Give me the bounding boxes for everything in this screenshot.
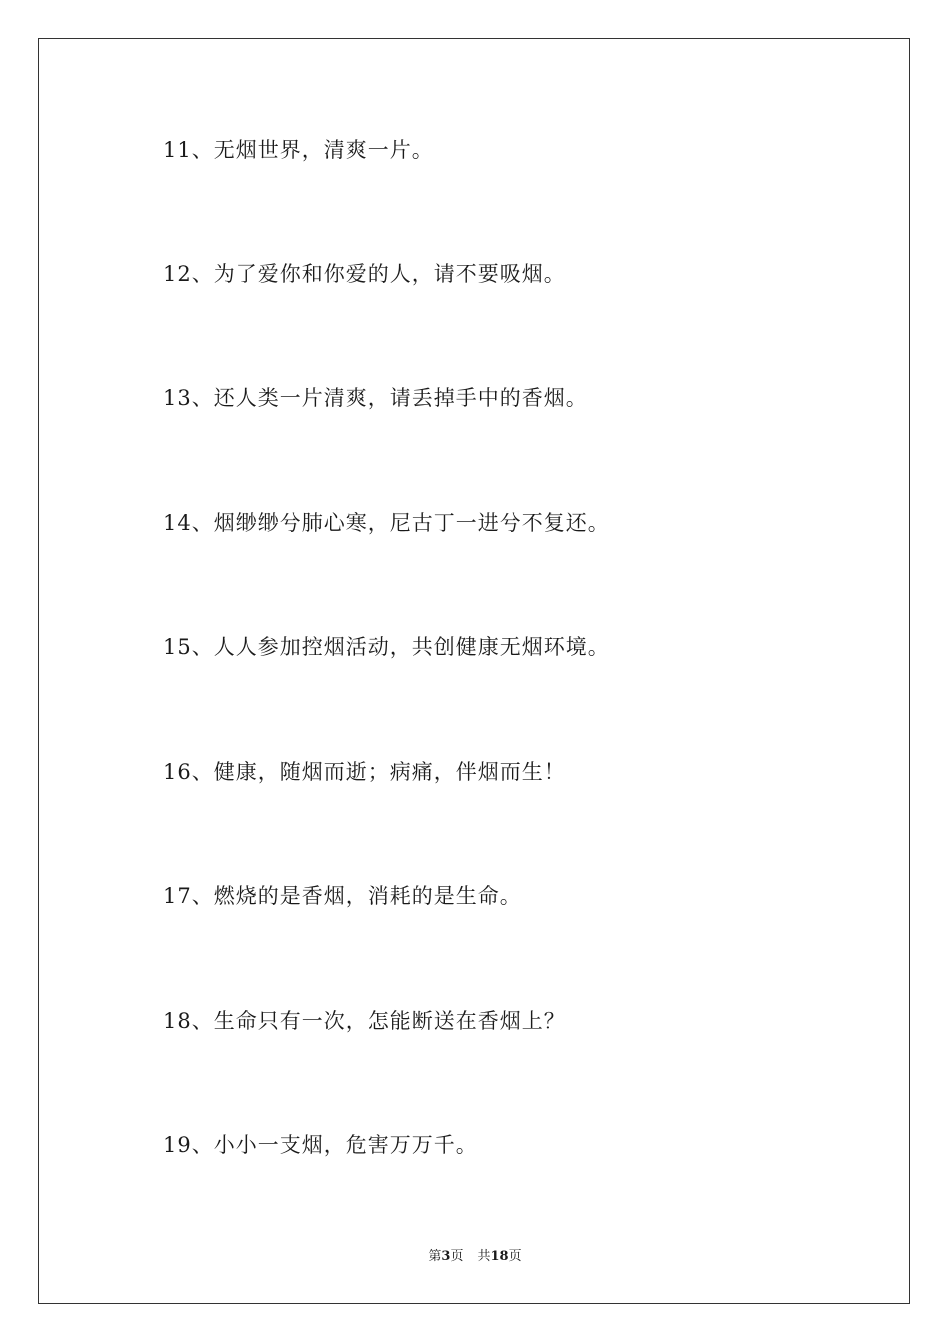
page-footer xyxy=(0,1248,950,1266)
page-number: 3 xyxy=(441,1249,451,1264)
page-prefix: 第 xyxy=(428,1249,442,1264)
total-suffix: 页 xyxy=(508,1249,522,1264)
slogan-item: 17、燃烧的是香烟，消耗的是生命。 xyxy=(163,884,522,908)
page-border xyxy=(38,38,910,1304)
slogan-item: 18、生命只有一次，怎能断送在香烟上？ xyxy=(163,1009,566,1033)
total-prefix: 共 xyxy=(477,1249,491,1264)
slogan-item: 19、小小一支烟，危害万万千。 xyxy=(163,1133,478,1157)
slogan-item: 12、为了爱你和你爱的人，请不要吸烟。 xyxy=(163,262,566,286)
total-pages: 18 xyxy=(490,1249,509,1264)
slogan-item: 14、烟缈缈兮肺心寒，尼古丁一进兮不复还。 xyxy=(163,511,610,535)
page-suffix: 页 xyxy=(450,1249,464,1264)
slogan-item: 16、健康，随烟而逝；病痛，伴烟而生！ xyxy=(163,760,566,784)
slogan-item: 11、无烟世界，清爽一片。 xyxy=(163,138,434,162)
slogan-item: 15、人人参加控烟活动，共创健康无烟环境。 xyxy=(163,635,610,659)
slogan-item: 13、还人类一片清爽，请丢掉手中的香烟。 xyxy=(163,386,588,410)
